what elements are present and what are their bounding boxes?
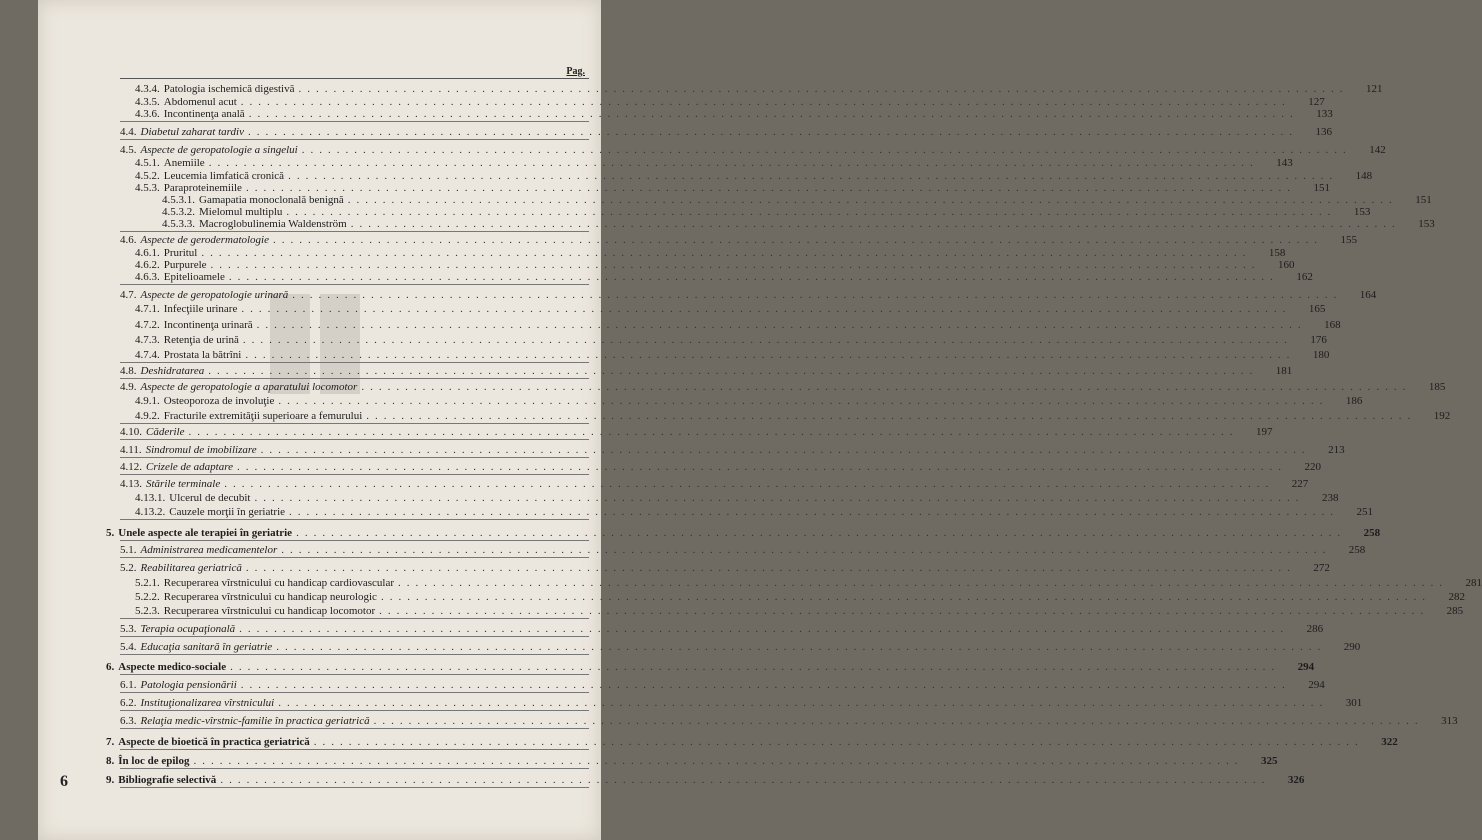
toc-entry-title: Cauzele morţii în geriatrie bbox=[169, 506, 286, 518]
toc-entry-page: 121 bbox=[1366, 83, 1383, 95]
toc-entry-page: 227 bbox=[1291, 478, 1309, 490]
toc-entry-leader-dots: ........................................................................................................................ bbox=[292, 289, 1343, 301]
toc-entry bbox=[38, 125, 1332, 139]
toc-entry-number: 6. bbox=[106, 661, 115, 673]
toc-entry-title: Reabilitarea geriatrică bbox=[140, 562, 242, 574]
toc-entry bbox=[38, 333, 1327, 347]
toc-entry-number: 4.8. bbox=[120, 365, 137, 377]
section-rule bbox=[120, 692, 589, 693]
toc-entry bbox=[38, 505, 1374, 519]
toc-entry-leader-dots: ........................................................................................................................ bbox=[281, 544, 1332, 556]
toc-entry-leader-dots: ........................................................................................................................ bbox=[240, 96, 1291, 108]
toc-entry-leader-dots: ........................................................................................................................ bbox=[278, 697, 1329, 709]
toc-entry-number: 4.6.1. bbox=[135, 247, 160, 259]
toc-entry-leader-dots: ........................................................................................................................ bbox=[379, 605, 1430, 617]
section-rule bbox=[120, 674, 589, 675]
toc-entry-title: Patologia ischemică digestivă bbox=[163, 83, 295, 95]
toc-entry bbox=[38, 217, 1435, 231]
toc-entry-title: Anemiile bbox=[163, 157, 205, 169]
toc-entry-number: 5.2.2. bbox=[135, 591, 160, 603]
toc-entry-title: Patologia pensionării bbox=[140, 679, 237, 691]
toc-entry-leader-dots: ........................................................................................................................ bbox=[286, 206, 1337, 218]
toc-entry-number: 4.7.4. bbox=[135, 349, 160, 361]
toc-entry-leader-dots: ........................................................................................................................ bbox=[276, 641, 1327, 653]
toc-entry-leader-dots: ........................................................................................................................ bbox=[373, 715, 1424, 727]
section-rule bbox=[120, 121, 589, 122]
toc-entry-title: Recuperarea vîrstnicului cu handicap neurologic bbox=[163, 591, 377, 603]
toc-entry-title: Leucemia limfatică cronică bbox=[163, 170, 285, 182]
toc-entry-leader-dots: ........................................................................................................................ bbox=[230, 661, 1281, 673]
toc-entry bbox=[38, 773, 1305, 787]
header-rule bbox=[120, 78, 589, 79]
toc-entry-number: 4.3.4. bbox=[135, 83, 160, 95]
toc-entry-leader-dots: ........................................................................................................................ bbox=[208, 157, 1259, 169]
toc-entry-page: 285 bbox=[1446, 605, 1464, 617]
section-rule bbox=[120, 362, 589, 363]
toc-entry-page: 151 bbox=[1415, 194, 1432, 206]
toc-entry-leader-dots: ........................................................................................................................ bbox=[398, 577, 1449, 589]
toc-entry-number: 4.13.1. bbox=[135, 492, 166, 504]
toc-entry-page: 258 bbox=[1363, 527, 1381, 539]
toc-entry-number: 4.12. bbox=[120, 461, 142, 473]
toc-entry-leader-dots: ........................................................................................................................ bbox=[350, 218, 1401, 230]
section-rule bbox=[120, 457, 589, 458]
section-rule bbox=[120, 378, 589, 379]
toc-entry-title: Aspecte de geropatologie a aparatului locomotor bbox=[140, 381, 358, 393]
toc-entry-leader-dots: ........................................................................................................................ bbox=[240, 679, 1291, 691]
toc-entry bbox=[38, 561, 1330, 575]
toc-entry-leader-dots: ........................................................................................................................ bbox=[288, 170, 1339, 182]
toc-entry-title: Purpurele bbox=[163, 259, 207, 271]
toc-entry-title: Osteoporoza de involuţie bbox=[163, 395, 275, 407]
toc-entry-title: Diabetul zaharat tardiv bbox=[140, 126, 244, 138]
toc-entry-title: Bibliografie selectivă bbox=[118, 774, 217, 786]
section-rule bbox=[120, 728, 589, 729]
toc-entry-page: 322 bbox=[1381, 736, 1398, 748]
toc-entry-title: Relaţia medic-vîrstnic-familie în practica geriatrică bbox=[140, 715, 370, 727]
section-rule bbox=[120, 654, 589, 655]
toc-entry bbox=[38, 640, 1361, 654]
toc-entry-number: 4.5.3.1. bbox=[162, 194, 195, 206]
toc-entry-page: 197 bbox=[1256, 426, 1273, 438]
toc-entry-page: 158 bbox=[1268, 247, 1286, 259]
toc-entry-title: Abdomenul acut bbox=[163, 96, 237, 108]
toc-entry-number: 4.7.2. bbox=[135, 319, 160, 331]
toc-entry-page: 251 bbox=[1356, 506, 1374, 518]
toc-entry-leader-dots: ........................................................................................................................ bbox=[201, 247, 1252, 259]
toc-entry-leader-dots: ........................................................................................................................ bbox=[366, 410, 1417, 422]
toc-entry-leader-dots: ........................................................................................................................ bbox=[242, 334, 1293, 346]
toc-entry-leader-dots: ........................................................................................................................ bbox=[380, 591, 1431, 603]
toc-entry-leader-dots: ........................................................................................................................ bbox=[208, 365, 1259, 377]
toc-entry-title: Incontinenţa anală bbox=[163, 108, 245, 120]
toc-entry bbox=[38, 364, 1293, 378]
toc-entry-leader-dots: ........................................................................................................................ bbox=[298, 83, 1349, 95]
toc-entry-title: Recuperarea vîrstnicului cu handicap locomotor bbox=[163, 605, 376, 617]
toc-entry-title: Aspecte de geropatologie a singelui bbox=[140, 144, 298, 156]
page-column-header: Pag. bbox=[566, 66, 585, 77]
section-rule bbox=[120, 636, 589, 637]
toc-entry-leader-dots: ........................................................................................................................ bbox=[254, 492, 1305, 504]
toc-entry-page: 272 bbox=[1313, 562, 1330, 574]
section-rule bbox=[120, 710, 589, 711]
section-rule bbox=[120, 768, 589, 769]
toc-entry-title: Fracturile extremităţii superioare a femurului bbox=[163, 410, 363, 422]
toc-entry-number: 6.1. bbox=[120, 679, 137, 691]
toc-entry-number: 5.1. bbox=[120, 544, 137, 556]
toc-entry-number: 5.3. bbox=[120, 623, 137, 635]
toc-entry-number: 5. bbox=[106, 527, 115, 539]
toc-entry bbox=[38, 604, 1464, 618]
section-rule bbox=[120, 139, 589, 140]
toc-entry-title: Sindromul de imobilizare bbox=[145, 444, 257, 456]
toc-entry-leader-dots: ........................................................................................................................ bbox=[245, 182, 1296, 194]
toc-entry-number: 4.7.3. bbox=[135, 334, 160, 346]
toc-entry-page: 213 bbox=[1328, 444, 1345, 456]
toc-entry bbox=[38, 107, 1333, 121]
toc-entry bbox=[38, 318, 1341, 332]
toc-entry-number: 4.9.1. bbox=[135, 395, 160, 407]
section-rule bbox=[120, 787, 589, 788]
toc-entry-page: 168 bbox=[1324, 319, 1341, 331]
toc-entry-title: Deshidratarea bbox=[140, 365, 205, 377]
toc-entry-title: Aspecte de gerodermatologie bbox=[140, 234, 269, 246]
toc-entry-page: 286 bbox=[1306, 623, 1324, 635]
toc-entry bbox=[38, 380, 1446, 394]
toc-entry-title: Educaţia sanitară în geriatrie bbox=[140, 641, 273, 653]
toc-entry bbox=[38, 348, 1330, 362]
toc-entry-page: 148 bbox=[1355, 170, 1373, 182]
toc-entry bbox=[38, 233, 1357, 247]
toc-entry bbox=[38, 143, 1386, 157]
toc-entry-title: Crizele de adaptare bbox=[146, 461, 233, 473]
toc-entry-number: 4.13.2. bbox=[135, 506, 166, 518]
toc-entry bbox=[38, 491, 1339, 505]
section-rule bbox=[120, 540, 589, 541]
toc-entry-number: 4.5.3. bbox=[135, 182, 160, 194]
toc-entry bbox=[38, 678, 1325, 692]
toc-entry-number: 4.5.1. bbox=[135, 157, 160, 169]
toc-entry-page: 301 bbox=[1345, 697, 1363, 709]
toc-entry-title: Paraproteinemiile bbox=[163, 182, 242, 194]
section-rule bbox=[120, 423, 589, 424]
section-rule bbox=[120, 749, 589, 750]
toc-entry-title: Infecţiile urinare bbox=[163, 303, 238, 315]
toc-entry-title: Stările terminale bbox=[146, 478, 221, 490]
toc-entry bbox=[38, 409, 1451, 423]
toc-entry-leader-dots: ........................................................................................................................ bbox=[220, 774, 1271, 786]
toc-entry-title: Epitelioamele bbox=[163, 271, 225, 283]
page-number: 6 bbox=[60, 773, 68, 790]
toc-entry-page: 281 bbox=[1465, 577, 1482, 589]
toc-entry-page: 133 bbox=[1316, 108, 1333, 120]
book-page bbox=[38, 0, 1482, 840]
toc-entry bbox=[38, 425, 1273, 439]
toc-entry-leader-dots: ........................................................................................................................ bbox=[193, 755, 1244, 767]
toc-entry-number: 8. bbox=[106, 755, 115, 767]
toc-entry-number: 4.5.3.2. bbox=[162, 206, 195, 218]
toc-entry-number: 4.6.3. bbox=[135, 271, 160, 283]
section-rule bbox=[120, 284, 589, 285]
toc-entry bbox=[38, 394, 1363, 408]
toc-entry bbox=[38, 288, 1377, 302]
toc-entry-page: 180 bbox=[1312, 349, 1330, 361]
toc-entry-title: În loc de epilog bbox=[118, 755, 190, 767]
toc-entry-number: 5.2.1. bbox=[135, 577, 160, 589]
toc-entry-number: 4.10. bbox=[120, 426, 142, 438]
toc-entry-page: 165 bbox=[1308, 303, 1326, 315]
toc-entry bbox=[38, 660, 1315, 674]
toc-entry-leader-dots: ........................................................................................................................ bbox=[245, 349, 1296, 361]
toc-entry bbox=[38, 754, 1278, 768]
toc-entry-number: 9. bbox=[106, 774, 115, 786]
toc-entry-title: Unele aspecte ale terapiei în geriatrie bbox=[118, 527, 293, 539]
toc-entry-page: 220 bbox=[1304, 461, 1321, 473]
toc-entry bbox=[38, 443, 1345, 457]
toc-entry bbox=[38, 696, 1363, 710]
toc-entry-title: Macroglobulinemia Waldenström bbox=[199, 218, 347, 230]
toc-entry-page: 151 bbox=[1313, 182, 1330, 194]
toc-entry-page: 127 bbox=[1308, 96, 1325, 108]
toc-entry-page: 164 bbox=[1359, 289, 1377, 301]
toc-entry-page: 326 bbox=[1287, 774, 1305, 786]
toc-entry-number: 5.4. bbox=[120, 641, 137, 653]
toc-entry-leader-dots: ........................................................................................................................ bbox=[188, 426, 1239, 438]
toc-entry-number: 4.4. bbox=[120, 126, 137, 138]
toc-entry-number: 6.2. bbox=[120, 697, 137, 709]
toc-entry-leader-dots: ........................................................................................................................ bbox=[273, 234, 1323, 246]
toc-entry-number: 4.9. bbox=[120, 381, 137, 393]
toc-entry-leader-dots: ........................................................................................................................ bbox=[289, 506, 1340, 518]
toc-entry-number: 4.6.2. bbox=[135, 259, 160, 271]
toc-entry bbox=[38, 576, 1482, 590]
toc-entry-title: Aspecte medico-sociale bbox=[118, 661, 227, 673]
toc-entry-number: 5.2. bbox=[120, 562, 137, 574]
toc-entry-title: Aspecte de bioetică în practica geriatrică bbox=[118, 736, 310, 748]
toc-entry-number: 5.2.3. bbox=[135, 605, 160, 617]
toc-entry-page: 143 bbox=[1276, 157, 1293, 169]
toc-entry-leader-dots: ........................................................................................................................ bbox=[256, 319, 1307, 331]
toc-entry-number: 4.6. bbox=[120, 234, 137, 246]
toc-entry-leader-dots: ........................................................................................................................ bbox=[210, 259, 1261, 271]
toc-entry-page: 258 bbox=[1348, 544, 1366, 556]
toc-entry-title: Mielomul multiplu bbox=[199, 206, 283, 218]
toc-entry-title: Pruritul bbox=[163, 247, 198, 259]
toc-entry bbox=[38, 460, 1321, 474]
toc-entry-leader-dots: ........................................................................................................................ bbox=[248, 108, 1299, 120]
toc-entry bbox=[38, 543, 1366, 557]
toc-entry-leader-dots: ........................................................................................................................ bbox=[247, 126, 1298, 138]
toc-entry-page: 186 bbox=[1345, 395, 1363, 407]
toc-entry-leader-dots: ........................................................................................................................ bbox=[241, 303, 1292, 315]
section-rule bbox=[120, 519, 589, 520]
toc-entry-title: Instituţionalizarea vîrstnicului bbox=[140, 697, 275, 709]
toc-entry-title: Terapia ocupaţională bbox=[140, 623, 236, 635]
toc-entry bbox=[38, 270, 1313, 284]
toc-entry-page: 282 bbox=[1448, 591, 1465, 603]
toc-entry-leader-dots: ........................................................................................................................ bbox=[296, 527, 1347, 539]
toc-entry-page: 176 bbox=[1310, 334, 1327, 346]
toc-entry-leader-dots: ........................................................................................................................ bbox=[347, 194, 1398, 206]
toc-entry bbox=[38, 714, 1458, 728]
toc-entry-page: 153 bbox=[1353, 206, 1371, 218]
toc-entry-leader-dots: ........................................................................................................................ bbox=[236, 461, 1287, 473]
toc-entry-leader-dots: ........................................................................................................................ bbox=[361, 381, 1412, 393]
toc-entry-number: 4.13. bbox=[120, 478, 142, 490]
toc-entry-page: 238 bbox=[1322, 492, 1339, 504]
toc-entry-page: 142 bbox=[1369, 144, 1386, 156]
toc-entry-number: 4.9.2. bbox=[135, 410, 160, 422]
toc-entry-page: 294 bbox=[1297, 661, 1315, 673]
toc-entry-page: 162 bbox=[1296, 271, 1313, 283]
toc-entry-leader-dots: ........................................................................................................................ bbox=[239, 623, 1290, 635]
toc-entry-page: 313 bbox=[1441, 715, 1458, 727]
toc-entry-page: 136 bbox=[1315, 126, 1332, 138]
toc-entry bbox=[38, 622, 1324, 636]
section-rule bbox=[120, 474, 589, 475]
toc-entry-title: Gamapatia monoclonală benignă bbox=[199, 194, 344, 206]
toc-entry-title: Aspecte de geropatologie urinară bbox=[140, 289, 289, 301]
toc-entry-title: Incontinenţa urinară bbox=[163, 319, 253, 331]
toc-entry-title: Căderile bbox=[146, 426, 185, 438]
toc-entry-number: 6.3. bbox=[120, 715, 137, 727]
section-rule bbox=[120, 557, 589, 558]
toc-entry bbox=[38, 735, 1398, 749]
toc-entry bbox=[38, 590, 1465, 604]
toc-entry-page: 153 bbox=[1418, 218, 1435, 230]
toc-entry-number: 4.11. bbox=[120, 444, 142, 456]
toc-entry-number: 7. bbox=[106, 736, 115, 748]
toc-entry-page: 155 bbox=[1340, 234, 1357, 246]
toc-entry-leader-dots: ........................................................................................................................ bbox=[260, 444, 1311, 456]
toc-entry-number: 4.7. bbox=[120, 289, 137, 301]
toc-entry-number: 4.5.3.3. bbox=[162, 218, 195, 230]
toc-entry bbox=[38, 82, 1383, 96]
toc-entry-page: 325 bbox=[1260, 755, 1278, 767]
toc-entry-leader-dots: ........................................................................................................................ bbox=[278, 395, 1329, 407]
section-rule bbox=[120, 439, 589, 440]
toc-entry-leader-dots: ........................................................................................................................ bbox=[301, 144, 1352, 156]
toc-entry-title: Retenţia de urină bbox=[163, 334, 239, 346]
toc-entry-number: 4.5. bbox=[120, 144, 137, 156]
toc-entry-page: 192 bbox=[1433, 410, 1451, 422]
toc-entry bbox=[38, 302, 1326, 316]
toc-entry-title: Recuperarea vîrstnicului cu handicap cardiovascular bbox=[163, 577, 395, 589]
toc-entry-title: Prostata la bătrîni bbox=[163, 349, 242, 361]
toc-entry-page: 290 bbox=[1343, 641, 1361, 653]
toc-entry-number: 4.7.1. bbox=[135, 303, 160, 315]
toc-entry-leader-dots: ........................................................................................................................ bbox=[245, 562, 1296, 574]
toc-entry-page: 185 bbox=[1428, 381, 1446, 393]
toc-entry-leader-dots: ........................................................................................................................ bbox=[313, 736, 1364, 748]
toc-entry-title: Ulcerul de decubit bbox=[169, 492, 251, 504]
toc-entry-number: 4.5.2. bbox=[135, 170, 160, 182]
toc-entry bbox=[38, 156, 1293, 170]
toc-entry-leader-dots: ........................................................................................................................ bbox=[228, 271, 1279, 283]
toc-entry-page: 294 bbox=[1308, 679, 1325, 691]
toc-entry-page: 160 bbox=[1278, 259, 1295, 271]
toc-entry bbox=[38, 477, 1309, 491]
section-rule bbox=[120, 618, 589, 619]
toc-entry-number: 4.3.6. bbox=[135, 108, 160, 120]
toc-entry-number: 4.3.5. bbox=[135, 96, 160, 108]
toc-entry-leader-dots: ........................................................................................................................ bbox=[224, 478, 1275, 490]
section-rule bbox=[120, 231, 589, 232]
toc-entry-title: Administrarea medicamentelor bbox=[140, 544, 278, 556]
toc-entry bbox=[38, 526, 1381, 540]
toc-entry-page: 181 bbox=[1275, 365, 1293, 377]
